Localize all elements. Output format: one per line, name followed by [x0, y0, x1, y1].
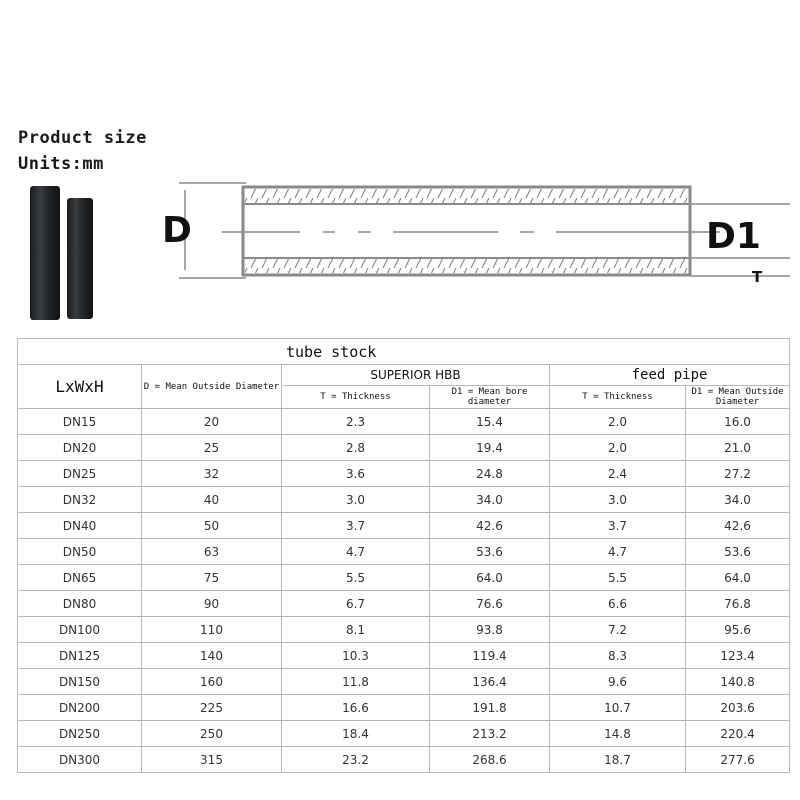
table-cell: 10.7 — [550, 695, 686, 721]
table-cell: 18.7 — [550, 747, 686, 773]
table-cell: 123.4 — [686, 643, 790, 669]
table-cell: 19.4 — [430, 435, 550, 461]
table-cell: 250 — [142, 721, 282, 747]
table-cell: DN150 — [18, 669, 142, 695]
thickness-label: T — [752, 268, 763, 286]
col-header-hbb-bore: D1 = Mean bore diameter — [430, 386, 550, 409]
table-cell: DN80 — [18, 591, 142, 617]
table-cell: 5.5 — [282, 565, 430, 591]
table-cell: 76.6 — [430, 591, 550, 617]
table-row — [18, 409, 790, 435]
table-cell: 50 — [142, 513, 282, 539]
table-cell: 21.0 — [686, 435, 790, 461]
table-cell: 268.6 — [430, 747, 550, 773]
table-cell: DN25 — [18, 461, 142, 487]
table-cell: 16.6 — [282, 695, 430, 721]
table-cell: 34.0 — [686, 487, 790, 513]
table-row — [18, 461, 790, 487]
col-header-feed-outside: D1 = Mean Outside Diameter — [686, 386, 790, 409]
table-cell: 10.3 — [282, 643, 430, 669]
table-cell: 2.4 — [550, 461, 686, 487]
table-cell: 119.4 — [430, 643, 550, 669]
table-cell: 220.4 — [686, 721, 790, 747]
table-cell: 23.2 — [282, 747, 430, 773]
table-cell: 3.0 — [282, 487, 430, 513]
table-cell: 42.6 — [430, 513, 550, 539]
table-cell: 140.8 — [686, 669, 790, 695]
table-cell: 2.3 — [282, 409, 430, 435]
table-cell: 14.8 — [550, 721, 686, 747]
table-cell: DN65 — [18, 565, 142, 591]
product-size-title: Product size — [18, 128, 147, 148]
units-label: Units:mm — [18, 154, 104, 174]
table-cell: 95.6 — [686, 617, 790, 643]
table-cell: DN200 — [18, 695, 142, 721]
table-row — [18, 487, 790, 513]
table-cell: 11.8 — [282, 669, 430, 695]
table-cell: 160 — [142, 669, 282, 695]
table-cell: 15.4 — [430, 409, 550, 435]
table-row — [18, 539, 790, 565]
table-cell: 8.1 — [282, 617, 430, 643]
table-cell: 2.0 — [550, 435, 686, 461]
table-cell: 5.5 — [550, 565, 686, 591]
table-cell: 4.7 — [550, 539, 686, 565]
tube-cross-section-diagram — [150, 170, 790, 300]
table-cell: 7.2 — [550, 617, 686, 643]
table-cell: 42.6 — [686, 513, 790, 539]
col-header-feed-thickness: T = Thickness — [550, 386, 686, 409]
table-cell: DN32 — [18, 487, 142, 513]
table-cell: DN250 — [18, 721, 142, 747]
table-cell: 3.7 — [550, 513, 686, 539]
table-cell: 24.8 — [430, 461, 550, 487]
table-cell: 53.6 — [686, 539, 790, 565]
table-cell: 4.7 — [282, 539, 430, 565]
table-cell: 225 — [142, 695, 282, 721]
table-row — [18, 591, 790, 617]
group-header-feed-pipe: feed pipe — [550, 365, 790, 386]
table-row — [18, 669, 790, 695]
table-cell: 203.6 — [686, 695, 790, 721]
table-cell: 9.6 — [550, 669, 686, 695]
inner-diameter-label: D1 — [706, 216, 761, 257]
table-title: tube stock — [18, 339, 790, 365]
table-cell: 20 — [142, 409, 282, 435]
table-cell: 76.8 — [686, 591, 790, 617]
table-row — [18, 617, 790, 643]
table-cell: DN40 — [18, 513, 142, 539]
table-cell: 93.8 — [430, 617, 550, 643]
table-cell: 140 — [142, 643, 282, 669]
table-cell: 32 — [142, 461, 282, 487]
table-cell: 277.6 — [686, 747, 790, 773]
tube-product-photo — [26, 183, 106, 323]
table-row — [18, 435, 790, 461]
table-cell: 2.8 — [282, 435, 430, 461]
table-cell: 75 — [142, 565, 282, 591]
outer-diameter-label: D — [162, 210, 192, 251]
tube-spec-table — [17, 338, 790, 773]
table-cell: 63 — [142, 539, 282, 565]
table-cell: 27.2 — [686, 461, 790, 487]
col-header-outer-diameter: D = Mean Outside Diameter — [142, 365, 282, 409]
table-cell: DN100 — [18, 617, 142, 643]
table-cell: 136.4 — [430, 669, 550, 695]
table-cell: 2.0 — [550, 409, 686, 435]
table-row — [18, 695, 790, 721]
table-cell: 8.3 — [550, 643, 686, 669]
table-cell: 64.0 — [686, 565, 790, 591]
table-row — [18, 747, 790, 773]
table-cell: 315 — [142, 747, 282, 773]
table-cell: 110 — [142, 617, 282, 643]
group-header-superior-hbb: SUPERIOR HBB — [282, 365, 550, 386]
col-header-size: LxWxH — [18, 365, 142, 409]
table-cell: 3.6 — [282, 461, 430, 487]
table-cell: DN50 — [18, 539, 142, 565]
table-row — [18, 513, 790, 539]
table-cell: 90 — [142, 591, 282, 617]
table-cell: DN15 — [18, 409, 142, 435]
table-cell: 6.6 — [550, 591, 686, 617]
table-cell: 18.4 — [282, 721, 430, 747]
table-row — [18, 643, 790, 669]
table-cell: 16.0 — [686, 409, 790, 435]
table-row — [18, 565, 790, 591]
table-cell: 64.0 — [430, 565, 550, 591]
table-cell: 34.0 — [430, 487, 550, 513]
table-cell: 6.7 — [282, 591, 430, 617]
table-row — [18, 721, 790, 747]
table-cell: 191.8 — [430, 695, 550, 721]
table-cell: DN125 — [18, 643, 142, 669]
table-cell: 53.6 — [430, 539, 550, 565]
table-cell: 25 — [142, 435, 282, 461]
col-header-hbb-thickness: T = Thickness — [282, 386, 430, 409]
table-cell: 213.2 — [430, 721, 550, 747]
table-cell: DN300 — [18, 747, 142, 773]
table-cell: 3.7 — [282, 513, 430, 539]
table-cell: DN20 — [18, 435, 142, 461]
table-cell: 40 — [142, 487, 282, 513]
table-cell: 3.0 — [550, 487, 686, 513]
